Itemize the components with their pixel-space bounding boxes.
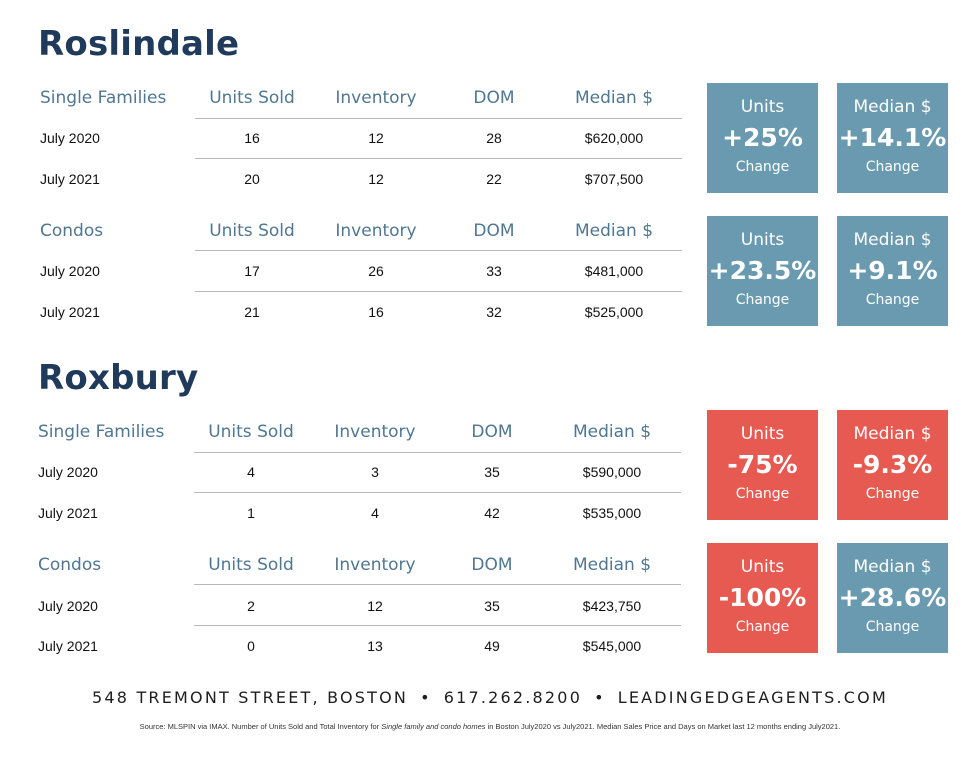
row-divider xyxy=(194,584,681,585)
median-change-box xyxy=(837,83,948,193)
units-sold-header: Units Sold xyxy=(209,221,295,241)
units-change-box xyxy=(707,83,818,193)
table-row xyxy=(0,586,700,626)
table-row xyxy=(0,626,700,666)
source-text-2: in Boston July2020 vs July2021. Median Sales Price and Days on Market last 12 months ending July2021. xyxy=(485,722,841,731)
median-cell: $545,000 xyxy=(582,638,642,654)
median-change-box xyxy=(837,410,948,520)
single-families-block xyxy=(0,420,980,542)
box-label: Units xyxy=(740,424,785,444)
dom-cell: 42 xyxy=(484,505,500,521)
box-label: Median $ xyxy=(853,424,932,444)
units-change-box xyxy=(707,543,818,653)
inventory-cell: 12 xyxy=(368,171,384,187)
dom-cell: 22 xyxy=(486,171,502,187)
units-sold-header: Units Sold xyxy=(208,555,294,575)
separator-dot: • xyxy=(420,688,432,707)
period-cell: July 2021 xyxy=(38,505,98,521)
box-label: Units xyxy=(740,97,785,117)
box-value: +14.1% xyxy=(838,123,947,152)
units-sold-header: Units Sold xyxy=(209,88,295,108)
table-row xyxy=(0,493,700,533)
box-label: Units xyxy=(740,230,785,250)
stats-table xyxy=(0,219,700,341)
box-value: -9.3% xyxy=(852,450,933,479)
inventory-cell: 16 xyxy=(368,304,384,320)
units-cell: 20 xyxy=(244,171,260,187)
source-text-italic: Single family and condo homes xyxy=(381,722,486,731)
box-value: +25% xyxy=(722,123,803,152)
single-families-block xyxy=(0,86,980,208)
median-change-box xyxy=(837,543,948,653)
box-value: -75% xyxy=(727,450,798,479)
table-row xyxy=(0,251,700,291)
category-header: Condos xyxy=(40,221,104,241)
period-cell: July 2020 xyxy=(40,263,100,279)
units-cell: 0 xyxy=(247,638,255,654)
dom-header: DOM xyxy=(471,555,513,575)
inventory-cell: 26 xyxy=(368,263,384,279)
units-change-box xyxy=(707,410,818,520)
website-link[interactable]: LEADINGEDGEAGENTS.COM xyxy=(617,688,888,707)
address-text: 548 TREMONT STREET, BOSTON xyxy=(92,688,409,707)
inventory-cell: 13 xyxy=(367,638,383,654)
table-row xyxy=(0,159,700,199)
box-value: +9.1% xyxy=(847,256,938,285)
box-value: +23.5% xyxy=(708,256,817,285)
inventory-header: Inventory xyxy=(334,555,416,575)
inventory-cell: 3 xyxy=(371,464,379,480)
box-sublabel: Change xyxy=(735,619,790,635)
median-cell: $481,000 xyxy=(584,263,644,279)
dom-header: DOM xyxy=(473,88,515,108)
inventory-header: Inventory xyxy=(335,88,417,108)
median-cell: $620,000 xyxy=(584,130,644,146)
period-cell: July 2021 xyxy=(38,638,98,654)
median-change-box xyxy=(837,216,948,326)
period-cell: July 2020 xyxy=(38,598,98,614)
separator-dot: • xyxy=(594,688,606,707)
median-cell: $423,750 xyxy=(582,598,642,614)
median-cell: $707,500 xyxy=(584,171,644,187)
stats-table xyxy=(0,553,700,675)
median-cell: $590,000 xyxy=(582,464,642,480)
source-text-1: Source: MLSPIN via IMAX. Number of Units Sold and Total Inventory for xyxy=(139,722,382,731)
period-cell: July 2020 xyxy=(40,130,100,146)
units-cell: 16 xyxy=(244,130,260,146)
table-row xyxy=(0,118,700,158)
units-cell: 4 xyxy=(247,464,255,480)
condos-block xyxy=(0,219,980,341)
inventory-cell: 12 xyxy=(368,130,384,146)
box-label: Median $ xyxy=(853,97,932,117)
box-label: Median $ xyxy=(853,230,932,250)
inventory-header: Inventory xyxy=(334,422,416,442)
median-header: Median $ xyxy=(572,555,652,575)
dom-header: DOM xyxy=(473,221,515,241)
units-change-box xyxy=(707,216,818,326)
box-sublabel: Change xyxy=(865,486,920,502)
units-cell: 1 xyxy=(247,505,255,521)
box-label: Median $ xyxy=(853,557,932,577)
box-value: +28.6% xyxy=(838,583,947,612)
box-sublabel: Change xyxy=(865,619,920,635)
dom-cell: 33 xyxy=(486,263,502,279)
source-note xyxy=(0,722,980,731)
dom-cell: 35 xyxy=(484,598,500,614)
box-sublabel: Change xyxy=(735,486,790,502)
median-cell: $525,000 xyxy=(584,304,644,320)
box-value: -100% xyxy=(718,583,807,612)
dom-header: DOM xyxy=(471,422,513,442)
box-sublabel: Change xyxy=(865,292,920,308)
period-cell: July 2021 xyxy=(40,304,100,320)
contact-footer xyxy=(0,688,980,707)
dom-cell: 49 xyxy=(484,638,500,654)
units-sold-header: Units Sold xyxy=(208,422,294,442)
box-label: Units xyxy=(740,557,785,577)
category-header: Single Families xyxy=(38,422,165,442)
units-cell: 17 xyxy=(244,263,260,279)
median-header: Median $ xyxy=(572,422,652,442)
period-cell: July 2021 xyxy=(40,171,100,187)
neighborhood-title: Roxbury xyxy=(38,358,199,398)
inventory-cell: 4 xyxy=(371,505,379,521)
median-header: Median $ xyxy=(574,88,654,108)
stats-table xyxy=(0,420,700,542)
phone-text: 617.262.8200 xyxy=(443,688,583,707)
units-cell: 21 xyxy=(244,304,260,320)
box-sublabel: Change xyxy=(865,159,920,175)
median-cell: $535,000 xyxy=(582,505,642,521)
table-row xyxy=(0,292,700,332)
units-cell: 2 xyxy=(247,598,255,614)
inventory-header: Inventory xyxy=(335,221,417,241)
neighborhood-title: Roslindale xyxy=(38,24,240,64)
period-cell: July 2020 xyxy=(38,464,98,480)
stats-table xyxy=(0,86,700,208)
box-sublabel: Change xyxy=(735,292,790,308)
category-header: Condos xyxy=(38,555,102,575)
table-row xyxy=(0,452,700,492)
condos-block xyxy=(0,553,980,675)
dom-cell: 28 xyxy=(486,130,502,146)
dom-cell: 32 xyxy=(486,304,502,320)
category-header: Single Families xyxy=(40,88,167,108)
dom-cell: 35 xyxy=(484,464,500,480)
inventory-cell: 12 xyxy=(367,598,383,614)
box-sublabel: Change xyxy=(735,159,790,175)
median-header: Median $ xyxy=(574,221,654,241)
